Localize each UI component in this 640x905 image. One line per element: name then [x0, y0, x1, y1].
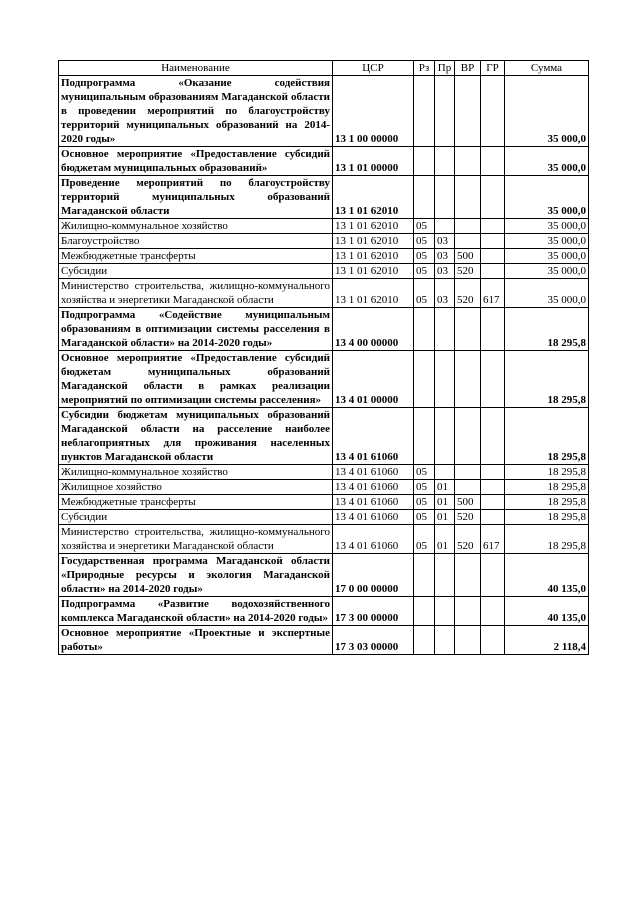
row-vr: [455, 626, 481, 655]
row-vr: 520: [455, 279, 481, 308]
table-row: [59, 525, 589, 554]
row-rz: 05: [414, 465, 435, 480]
row-sum: 2 118,4: [505, 626, 589, 655]
row-pr: 03: [435, 279, 455, 308]
row-sum: 35 000,0: [505, 279, 589, 308]
row-gr: [481, 495, 505, 510]
row-csr: 13 1 01 62010: [333, 176, 414, 219]
row-rz: 05: [414, 264, 435, 279]
row-rz: 05: [414, 525, 435, 554]
row-pr: [435, 465, 455, 480]
row-csr: 13 1 01 62010: [333, 219, 414, 234]
row-rz: 05: [414, 249, 435, 264]
row-name: Министерство строительства, жилищно-коммунального хозяйства и энергетики Магаданской области: [59, 279, 333, 308]
row-vr: 500: [455, 495, 481, 510]
row-name: Межбюджетные трансферты: [59, 495, 333, 510]
row-name: Жилищно-коммунальное хозяйство: [59, 465, 333, 480]
table-header-row: [59, 61, 589, 76]
header-csr: ЦСР: [333, 61, 414, 76]
row-pr: [435, 408, 455, 465]
row-csr: 13 4 01 61060: [333, 480, 414, 495]
row-pr: [435, 554, 455, 597]
row-gr: 617: [481, 525, 505, 554]
row-name: Государственная программа Магаданской области «Природные ресурсы и экология Магаданской области» на 2014-2020 годы»: [59, 554, 333, 597]
table-row: [59, 465, 589, 480]
row-pr: 03: [435, 234, 455, 249]
header-rz: Рз: [414, 61, 435, 76]
table-row: [59, 279, 589, 308]
row-csr: 17 0 00 00000: [333, 554, 414, 597]
table-row: [59, 480, 589, 495]
row-vr: [455, 147, 481, 176]
row-sum: 40 135,0: [505, 554, 589, 597]
row-vr: 520: [455, 264, 481, 279]
table-row: [59, 351, 589, 408]
row-name: Основное мероприятие «Предоставление субсидий бюджетам муниципальных образований»: [59, 147, 333, 176]
row-rz: 05: [414, 234, 435, 249]
row-name: Субсидии: [59, 510, 333, 525]
table-row: [59, 176, 589, 219]
row-sum: 18 295,8: [505, 510, 589, 525]
row-name: Подпрограмма «Развитие водохозяйственного комплекса Магаданской области» на 2014-2020 годы»: [59, 597, 333, 626]
row-gr: [481, 234, 505, 249]
table-row: [59, 249, 589, 264]
table-row: [59, 597, 589, 626]
row-pr: [435, 147, 455, 176]
row-pr: [435, 597, 455, 626]
row-name: Министерство строительства, жилищно-коммунального хозяйства и энергетики Магаданской области: [59, 525, 333, 554]
row-sum: 35 000,0: [505, 264, 589, 279]
row-pr: [435, 76, 455, 147]
row-rz: [414, 626, 435, 655]
row-name: Жилищное хозяйство: [59, 480, 333, 495]
row-vr: [455, 351, 481, 408]
table-row: [59, 219, 589, 234]
row-gr: [481, 597, 505, 626]
row-sum: 35 000,0: [505, 147, 589, 176]
row-gr: [481, 76, 505, 147]
table-row: [59, 626, 589, 655]
row-sum: 35 000,0: [505, 219, 589, 234]
table-row: [59, 264, 589, 279]
row-gr: [481, 264, 505, 279]
row-name: Основное мероприятие «Проектные и экспертные работы»: [59, 626, 333, 655]
row-vr: [455, 597, 481, 626]
row-csr: 17 3 03 00000: [333, 626, 414, 655]
row-csr: 13 1 01 62010: [333, 264, 414, 279]
row-csr: 13 1 01 62010: [333, 279, 414, 308]
row-name: Подпрограмма «Содействие муниципальным образованиям в оптимизации системы расселения в Магаданской области» на 2014-2020 годы»: [59, 308, 333, 351]
row-csr: 13 1 01 62010: [333, 234, 414, 249]
row-rz: 05: [414, 480, 435, 495]
row-vr: [455, 76, 481, 147]
row-rz: [414, 554, 435, 597]
row-rz: 05: [414, 279, 435, 308]
row-gr: [481, 351, 505, 408]
row-sum: 40 135,0: [505, 597, 589, 626]
row-name: Субсидии: [59, 264, 333, 279]
header-vr: ВР: [455, 61, 481, 76]
header-pr: Пр: [435, 61, 455, 76]
row-name: Субсидии бюджетам муниципальных образований Магаданской области на расселение наиболее неблагоприятных для проживания населенных пунктов Магаданской области: [59, 408, 333, 465]
header-sum: Сумма: [505, 61, 589, 76]
row-pr: 01: [435, 510, 455, 525]
row-rz: [414, 176, 435, 219]
row-vr: [455, 554, 481, 597]
row-gr: [481, 554, 505, 597]
row-sum: 18 295,8: [505, 480, 589, 495]
row-sum: 35 000,0: [505, 176, 589, 219]
table-row: [59, 495, 589, 510]
row-gr: [481, 510, 505, 525]
row-csr: 13 1 01 00000: [333, 147, 414, 176]
row-gr: [481, 626, 505, 655]
row-rz: 05: [414, 495, 435, 510]
row-name: Основное мероприятие «Предоставление субсидий бюджетам муниципальных образований Магаданской области в рамках реализации мероприятий по оптимизации системы расселения»: [59, 351, 333, 408]
row-vr: [455, 465, 481, 480]
row-rz: [414, 147, 435, 176]
row-gr: [481, 249, 505, 264]
row-csr: 13 4 01 00000: [333, 351, 414, 408]
row-csr: 13 4 01 61060: [333, 495, 414, 510]
row-rz: 05: [414, 510, 435, 525]
table-row: [59, 234, 589, 249]
row-pr: 03: [435, 264, 455, 279]
table-row: [59, 76, 589, 147]
budget-table: [58, 60, 589, 655]
row-pr: 01: [435, 480, 455, 495]
row-rz: [414, 308, 435, 351]
row-vr: [455, 308, 481, 351]
row-vr: [455, 480, 481, 495]
row-vr: 520: [455, 525, 481, 554]
row-vr: [455, 234, 481, 249]
row-pr: 01: [435, 495, 455, 510]
row-csr: 13 4 01 61060: [333, 510, 414, 525]
row-csr: 13 1 00 00000: [333, 76, 414, 147]
row-sum: 35 000,0: [505, 249, 589, 264]
row-csr: 13 4 01 61060: [333, 408, 414, 465]
table-row: [59, 408, 589, 465]
row-gr: [481, 147, 505, 176]
row-csr: 13 1 01 62010: [333, 249, 414, 264]
row-name: Подпрограмма «Оказание содействия муниципальным образованиям Магаданской области в проведении мероприятий по благоустройству территорий муниципальных образований на 2014-2020 годы»: [59, 76, 333, 147]
row-rz: [414, 597, 435, 626]
row-vr: [455, 176, 481, 219]
row-pr: [435, 626, 455, 655]
row-gr: [481, 308, 505, 351]
row-pr: [435, 308, 455, 351]
row-csr: 13 4 00 00000: [333, 308, 414, 351]
row-gr: 617: [481, 279, 505, 308]
row-vr: [455, 219, 481, 234]
row-gr: [481, 480, 505, 495]
row-sum: 18 295,8: [505, 351, 589, 408]
row-sum: 35 000,0: [505, 76, 589, 147]
table-row: [59, 147, 589, 176]
row-vr: [455, 408, 481, 465]
row-pr: 03: [435, 249, 455, 264]
header-name: Наименование: [59, 61, 333, 76]
row-rz: 05: [414, 219, 435, 234]
row-rz: [414, 351, 435, 408]
table-row: [59, 308, 589, 351]
row-gr: [481, 465, 505, 480]
table-row: [59, 554, 589, 597]
row-name: Проведение мероприятий по благоустройству территорий муниципальных образований Магаданской области: [59, 176, 333, 219]
row-pr: [435, 219, 455, 234]
row-sum: 18 295,8: [505, 308, 589, 351]
row-rz: [414, 76, 435, 147]
row-vr: 520: [455, 510, 481, 525]
header-gr: ГР: [481, 61, 505, 76]
row-pr: [435, 351, 455, 408]
row-name: Жилищно-коммунальное хозяйство: [59, 219, 333, 234]
table-row: [59, 510, 589, 525]
row-csr: 13 4 01 61060: [333, 465, 414, 480]
row-gr: [481, 219, 505, 234]
row-gr: [481, 176, 505, 219]
row-gr: [481, 408, 505, 465]
row-sum: 18 295,8: [505, 495, 589, 510]
row-sum: 18 295,8: [505, 465, 589, 480]
row-name: Благоустройство: [59, 234, 333, 249]
row-pr: [435, 176, 455, 219]
row-sum: 18 295,8: [505, 525, 589, 554]
row-sum: 18 295,8: [505, 408, 589, 465]
row-pr: 01: [435, 525, 455, 554]
row-csr: 17 3 00 00000: [333, 597, 414, 626]
row-csr: 13 4 01 61060: [333, 525, 414, 554]
row-name: Межбюджетные трансферты: [59, 249, 333, 264]
row-sum: 35 000,0: [505, 234, 589, 249]
row-vr: 500: [455, 249, 481, 264]
row-rz: [414, 408, 435, 465]
